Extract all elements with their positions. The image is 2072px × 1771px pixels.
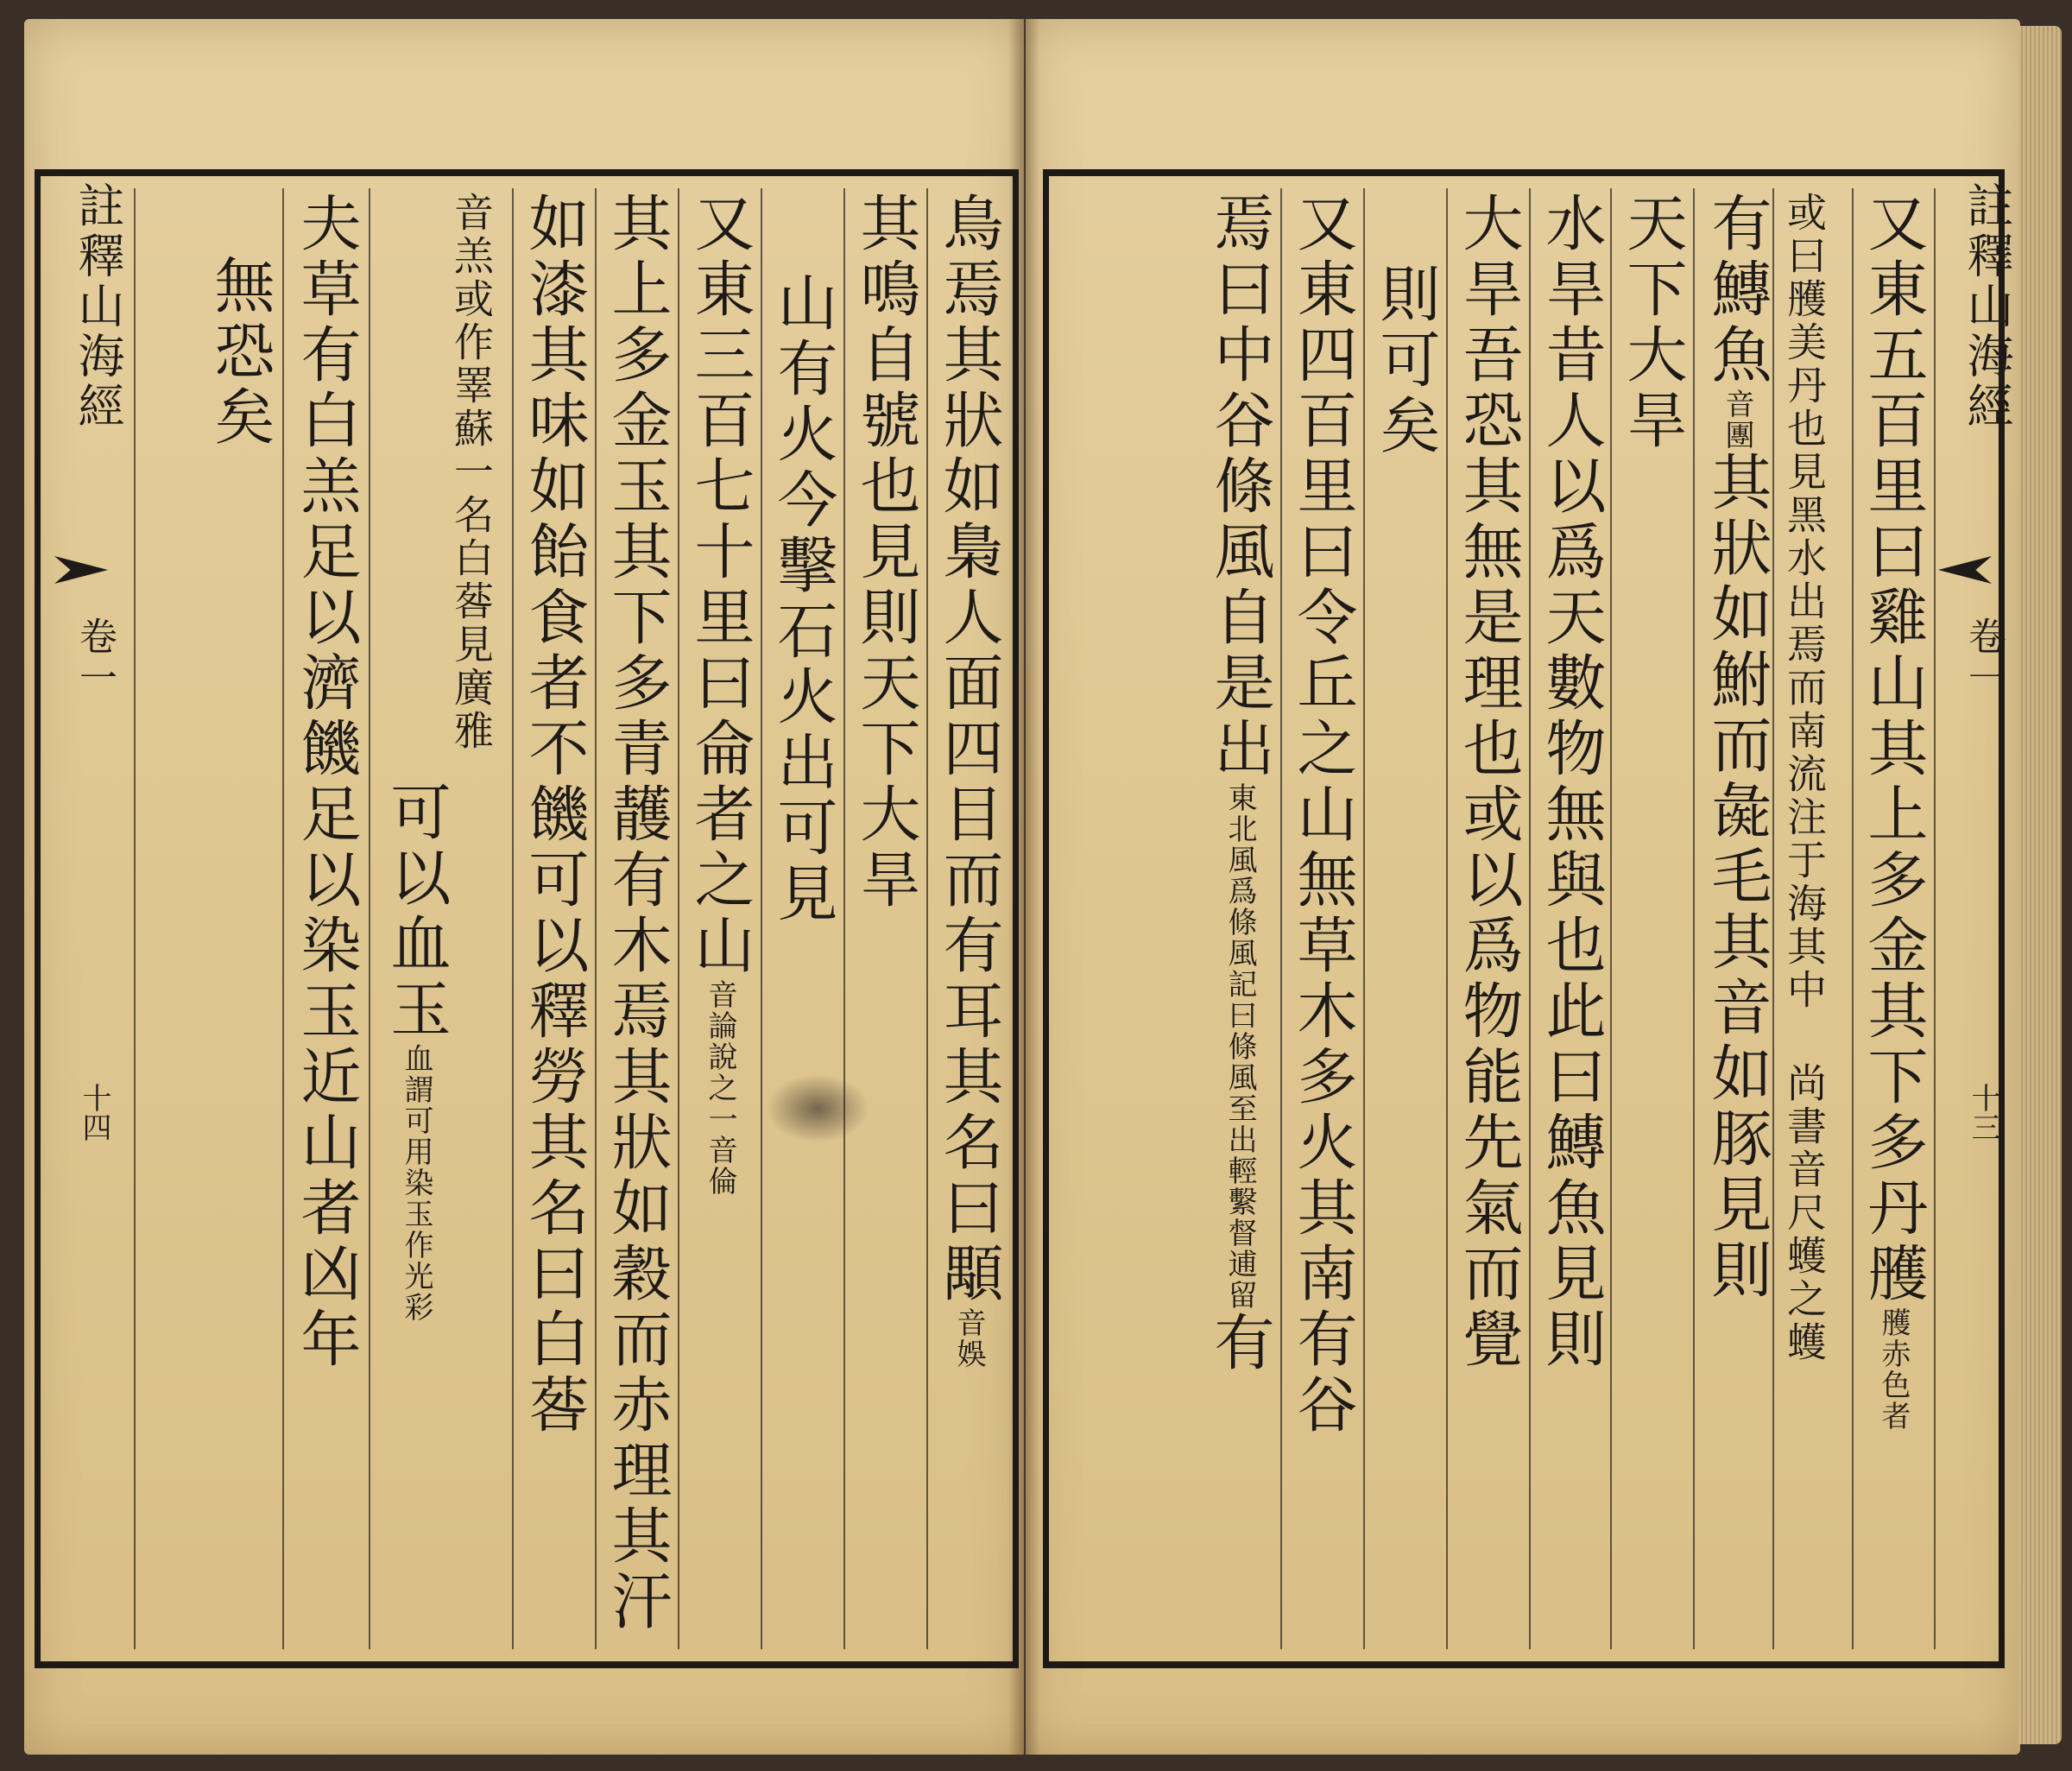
column-rule xyxy=(1529,188,1531,1649)
main-text: 水旱昔人以爲天數物無與也此曰鱄魚見則 xyxy=(1536,192,1607,1373)
annotation: 雘赤色者 xyxy=(1876,1307,1911,1432)
annotation: 或曰雘美丹也見黑水出焉而南流注于海其中 尚書音尺蠖之蠖 xyxy=(1781,192,1828,1364)
main-text: 天下大旱 xyxy=(1617,192,1688,454)
text-column-7b xyxy=(381,781,452,1646)
text-column-6 xyxy=(519,192,590,1646)
text-column-1 xyxy=(1858,192,1929,1646)
column-rule xyxy=(595,188,597,1649)
column-rule xyxy=(843,188,845,1649)
column-rule xyxy=(134,188,136,1649)
text-column-3 xyxy=(1702,192,1772,1646)
column-rule xyxy=(926,188,928,1649)
text-column-2 xyxy=(1781,192,1828,1646)
column-rule xyxy=(512,188,514,1649)
left-juan-label: 卷一 xyxy=(73,617,117,699)
right-juan-label: 卷一 xyxy=(1961,617,2006,699)
right-folio: 十三 xyxy=(1966,1083,2000,1142)
ink-smudge xyxy=(766,1074,869,1143)
page-edges xyxy=(2018,26,2062,1744)
main-text: 又東五百里曰雞山其上多金其下多丹雘 xyxy=(1858,192,1929,1307)
main-text: 無恐矣 xyxy=(205,254,275,451)
annotation: 東北風爲條風記曰條風至出輕繫督逋留 xyxy=(1222,782,1257,1311)
annotation: 音羔或作睪蘇一名白䓘見廣雅 xyxy=(448,192,495,753)
text-column-5 xyxy=(602,192,673,1646)
main-text: 夫草有白羔足以濟饑足以染玉近山者凶年 xyxy=(291,192,362,1373)
main-text: 又東四百里曰令丘之山無草木多火其南有谷 xyxy=(1287,192,1358,1439)
right-page-frame xyxy=(1043,169,2014,1668)
annotation: 音論說之一音倫 xyxy=(703,979,737,1197)
main-text: 有鱄魚 xyxy=(1702,192,1772,389)
column-rule xyxy=(1693,188,1695,1649)
text-column-2 xyxy=(850,192,921,1646)
text-column-9 xyxy=(1204,192,1275,1646)
column-rule xyxy=(1772,188,1774,1649)
main-text: 如漆其味如飴食者不饑可以釋勞其名曰白䓘 xyxy=(519,192,590,1439)
column-rule xyxy=(678,188,679,1649)
text-column-7 xyxy=(448,192,495,1646)
text-column-1 xyxy=(933,192,1004,1646)
main-text: 鳥焉其狀如梟人面四目而有耳其名曰顒 xyxy=(933,192,1004,1307)
main-text: 有 xyxy=(1204,1311,1275,1376)
main-text: 又東三百七十里曰侖者之山 xyxy=(685,192,755,979)
column-rule xyxy=(369,188,370,1649)
column-rule xyxy=(1610,188,1612,1649)
annotation: 血謂可用染玉作光彩 xyxy=(399,1043,433,1323)
annotation: 音娛 xyxy=(951,1307,986,1369)
main-text: 其上多金玉其下多青䨼有木焉其狀如穀而赤理其汗 xyxy=(602,192,673,1635)
text-column-9 xyxy=(205,254,275,1646)
fish-tail-mark xyxy=(54,556,108,584)
column-rule xyxy=(1446,188,1448,1649)
left-page-frame xyxy=(35,169,1019,1668)
fish-tail-mark xyxy=(1938,556,1992,584)
text-column-4 xyxy=(1617,192,1688,1646)
main-text: 山有火今擊石火出可見 xyxy=(768,271,838,927)
column-rule xyxy=(282,188,284,1649)
main-text: 其狀如鮒而彘毛其音如豚見則 xyxy=(1702,451,1772,1304)
text-column-8 xyxy=(1287,192,1358,1646)
right-margin-title: 註釋山海經 xyxy=(1960,181,2014,432)
left-margin-title: 註釋山海經 xyxy=(71,181,125,432)
main-text: 可以血玉 xyxy=(381,781,452,1043)
main-text: 其鳴自號也見則天下大旱 xyxy=(850,192,921,914)
main-text: 則可矣 xyxy=(1370,262,1441,459)
text-column-5 xyxy=(1536,192,1607,1646)
left-folio: 十四 xyxy=(77,1083,111,1142)
text-column-6 xyxy=(1453,192,1524,1646)
text-column-3 xyxy=(768,271,838,1646)
text-column-7 xyxy=(1370,262,1441,1646)
column-rule xyxy=(1280,188,1282,1649)
column-rule xyxy=(1852,188,1854,1649)
text-column-4 xyxy=(685,192,755,1646)
column-rule xyxy=(1363,188,1365,1649)
main-text: 焉曰中谷條風自是出 xyxy=(1204,192,1275,782)
column-rule xyxy=(761,188,762,1649)
column-rule xyxy=(1934,188,1936,1649)
main-text: 大旱吾恐其無是理也或以爲物能先氣而覺 xyxy=(1453,192,1524,1373)
text-column-8 xyxy=(291,192,362,1646)
annotation: 音團 xyxy=(1720,389,1754,451)
